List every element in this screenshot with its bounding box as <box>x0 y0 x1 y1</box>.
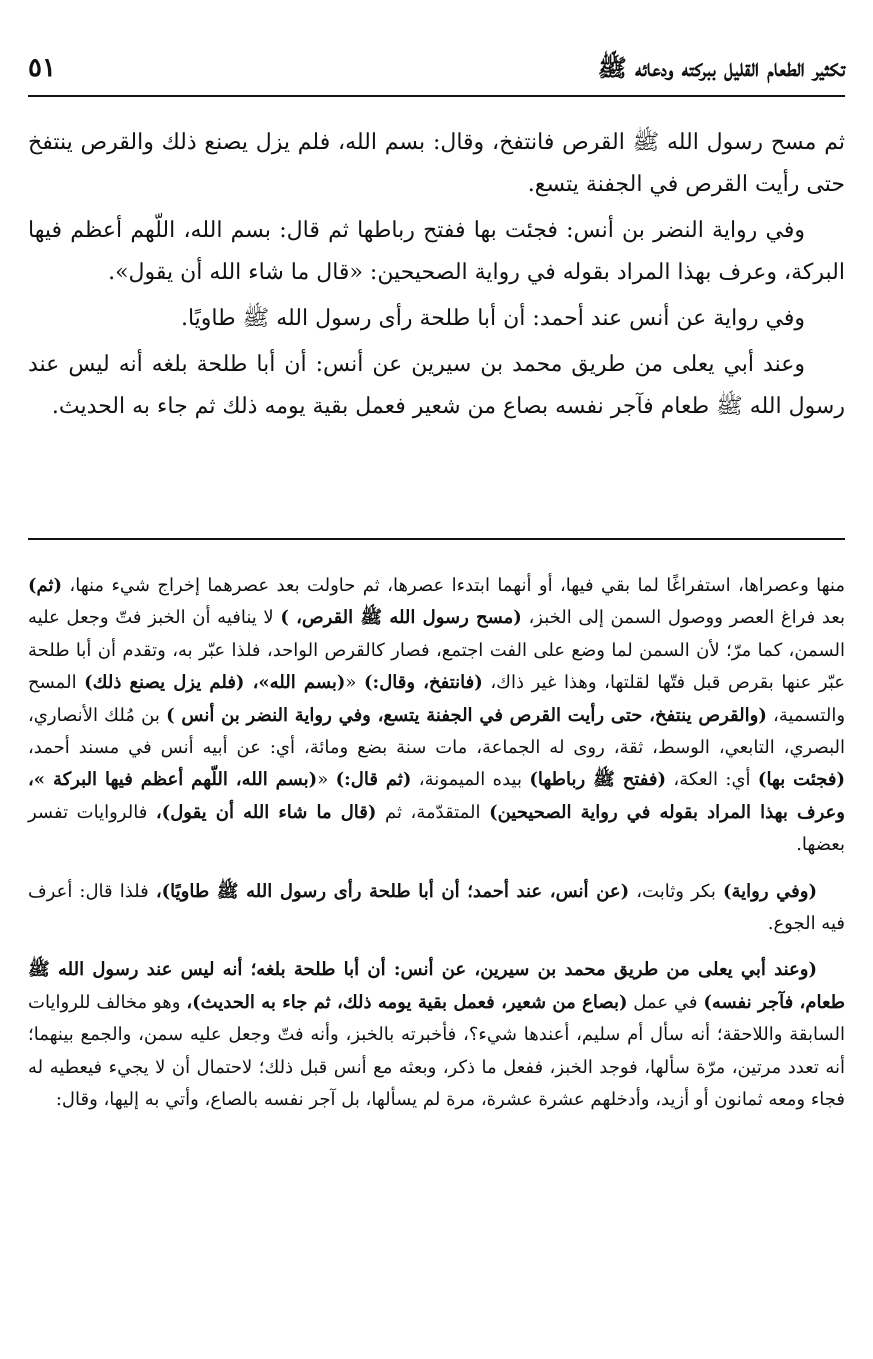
quoted-matn: (مسح رسول الله ﷺ القرص، ) <box>280 607 522 629</box>
footnote-separator <box>28 538 845 540</box>
commentary-paragraph <box>28 954 845 1116</box>
commentary-text-run: المسح والتسمية، <box>28 672 846 726</box>
header-rule <box>28 95 845 97</box>
commentary-text-run: لا ينافيه أن الخبز فتّ وجعل عليه السمن، كما مرّ؛ لأن السمن لما وضع على الفت اجتمع، فصار كالقرص الواحد، فلذا عبّر به، وتقدم أن أبا طلحة عبّر عنها بقرص قبل فتّها لقلتها، وهذا غير ذاك، <box>28 607 846 694</box>
commentary-text-run: « <box>317 769 336 791</box>
commentary-text-run: وهو مخالف للروايات السابقة واللاحقة؛ أنه سأل أم سليم، أعندها شيء؟، فأخبرته بالخبز، وأنه فتّ وجعل عليه سمن، والجمع بينهما؛ أنه تعدد مرتين، مرّة سألها، فوجد الخبز، ففعل ما ذكر، وبعثه مع أنس قبل ذلك؛ لاحتمال أن لا يجيء فيعطيه له فجاء ومعه ثمانون أو أزيد، وأدخلهم عشرة عشرة، مرة لم يسألها، بل آجر نفسه بالصاع، وأتي به إليها، وقال: <box>28 991 845 1111</box>
quoted-matn: (قال ما شاء الله أن يقول)، <box>155 801 377 823</box>
quoted-matn: (بسم الله، اللّهم أعظم فيها البركة »، وعرف بهذا المراد بقوله في رواية الصحيحين) <box>28 769 845 823</box>
running-header <box>28 46 845 86</box>
commentary-text <box>28 570 845 1117</box>
chapter-title: تكثير الطعام القليل ببركته ودعائه ﷺ <box>597 53 845 82</box>
quoted-matn: (فانتفخ، وقال:) <box>364 672 483 694</box>
main-paragraph: وفي رواية عن أنس عند أحمد: أن أبا طلحة رأى رسول الله ﷺ طاويًا. <box>180 306 805 331</box>
commentary-paragraph <box>28 570 845 862</box>
quoted-matn: (وفي رواية) <box>722 880 817 902</box>
page-number: ٥١ <box>28 53 56 83</box>
commentary-text-run: بكر وثابت، <box>629 880 723 902</box>
quoted-matn: (بسم الله»، (فلم يزل يصنع ذلك) <box>84 672 346 694</box>
commentary-text-run: المتقدّمة، ثم <box>376 801 490 823</box>
main-paragraph: ثم مسح رسول الله ﷺ القرص فانتفخ، وقال: بسم الله، فلم يزل يصنع ذلك والقرص ينتفخ حتى رأيت القرص في الجفنة يتسع. <box>28 130 845 197</box>
commentary-text-run: فالروايات تفسر بعضها. <box>28 801 845 856</box>
commentary-text-run: أي: العكة، <box>666 769 758 791</box>
commentary-text-run: بن مُلك الأنصاري، البصري، التابعي، الوسط، ثقة، روى له الجماعة، مات سنة بضع ومائة، أي: عن أبيه أنس في مسند أحمد، <box>28 704 845 759</box>
quoted-matn: (والقرص ينتفخ، حتى رأيت القرص في الجفنة يتسع، وفي رواية النضر بن أنس ) <box>166 704 767 726</box>
commentary-paragraph <box>28 876 845 941</box>
quoted-matn: (ثم) <box>28 575 63 596</box>
quoted-matn: (عن أنس، عند أحمد؛ أن أبا طلحة رأى رسول الله ﷺ طاويًا)، <box>155 880 630 902</box>
commentary-text-run: في عمل <box>627 991 704 1013</box>
quoted-matn: (بصاع من شعير، فعمل بقية يومه ذلك، ثم جاء به الحديث)، <box>186 991 628 1013</box>
quoted-matn: (وعند أبي يعلى من طريق محمد بن سيرين، عن أنس: أن أبا طلحة بلغه؛ أنه ليس عند رسول الله ﷺ طعام، فآجر نفسه) <box>28 959 845 1013</box>
commentary-text-run: فلذا قال: أعرف فيه الجوع. <box>28 880 845 935</box>
quoted-matn: (ثم قال:) <box>335 769 412 791</box>
commentary-text-run: « <box>345 672 365 694</box>
main-paragraph: وعند أبي يعلى من طريق محمد بن سيرين عن أنس: أن أبا طلحة بلغه أنه ليس عند رسول الله ﷺ طعام فآجر نفسه بصاع من شعير فعمل بقية يومه ذلك ثم جاء به الحديث. <box>28 352 845 419</box>
quoted-matn: (ففتح ﷺ رباطها) <box>529 769 667 791</box>
commentary-text-run: بعد فراغ العصر ووصول السمن إلى الخبز، <box>521 607 845 629</box>
main-paragraph: وفي رواية النضر بن أنس: فجئت بها ففتح رباطها ثم قال: بسم الله، اللّهم أعظم فيها البركة، وعرف بهذا المراد بقوله في رواية الصحيحين: «قال ما شاء الله أن يقول». <box>28 218 845 285</box>
main-text <box>28 122 845 428</box>
commentary-text-run: بيده الميمونة، <box>411 769 530 791</box>
quoted-matn: (فجئت بها) <box>757 769 846 791</box>
commentary-text-run: منها وعصراها، استفراغًا لما بقي فيها، أو أنهما ابتدءا عصرها، ثم حاولت بعد عصرهما إخراج شيء منها، <box>62 575 845 596</box>
